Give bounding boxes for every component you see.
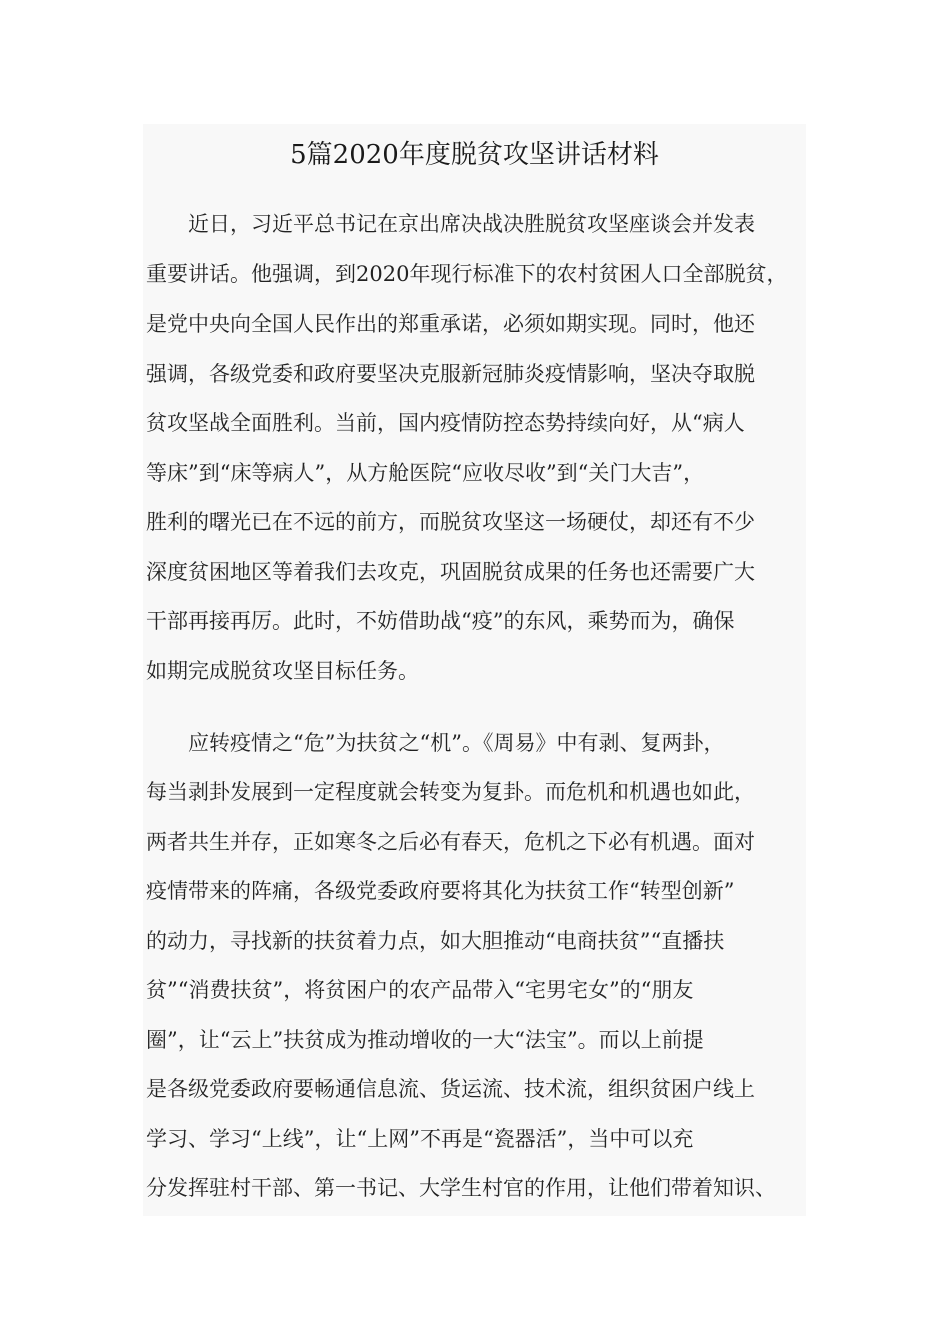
paragraph-2-line-7: 圈”，让“云上”扶贫成为推动增收的一大“法宝”。而以上前提 (146, 1028, 704, 1052)
paragraph-2-line-5: 的动力，寻找新的扶贫着力点，如大胆推动“电商扶贫”“直播扶 (146, 929, 725, 953)
paragraph-2-line-4: 疫情带来的阵痛，各级党委政府要将其化为扶贫工作“转型创新” (146, 879, 735, 903)
paragraph-2-line-3: 两者共生并存，正如寒冬之后必有春天，危机之下必有机遇。面对 (146, 830, 755, 854)
paragraph-1-line-3: 是党中央向全国人民作出的郑重承诺，必须如期实现。同时，他还 (146, 312, 755, 336)
paragraph-1-line-5: 贫攻坚战全面胜利。当前，国内疫情防控态势持续向好，从“病人 (146, 411, 745, 435)
paragraph-2-line-9: 学习、学习“上线”，让“上网”不再是“瓷器活”，当中可以充 (146, 1127, 694, 1151)
paragraph-1-line-2: 重要讲话。他强调，到2020年现行标准下的农村贫困人口全部脱贫， (146, 262, 788, 286)
paragraph-1-line-4: 强调，各级党委和政府要坚决克服新冠肺炎疫情影响，坚决夺取脱 (146, 362, 755, 386)
paragraph-1-line-8: 深度贫困地区等着我们去攻克，巩固脱贫成果的任务也还需要广大 (146, 560, 755, 584)
paragraph-1-line-6: 等床”到“床等病人”，从方舱医院“应收尽收”到“关门大吉”， (146, 461, 705, 485)
paragraph-2-line-10: 分发挥驻村干部、第一书记、大学生村官的作用，让他们带着知识、 (146, 1176, 776, 1200)
paragraph-2-line-6: 贫”“消费扶贫”，将贫困户的农产品带入“宅男宅女”的“朋友 (146, 978, 694, 1002)
paragraph-1-line-10: 如期完成脱贫攻坚目标任务。 (146, 659, 419, 683)
paragraph-2-line-2: 每当剥卦发展到一定程度就会转变为复卦。而危机和机遇也如此， (146, 780, 755, 804)
paragraph-2-line-1: 应转疫情之“危”为扶贫之“机”。《周易》中有剥、复两卦， (188, 731, 725, 755)
document-title: 5篇2020年度脱贫攻坚讲话材料 (290, 140, 659, 170)
paragraph-2-line-8: 是各级党委政府要畅通信息流、货运流、技术流，组织贫困户线上 (146, 1077, 755, 1101)
paragraph-1-line-9: 干部再接再厉。此时，不妨借助战“疫”的东风，乘势而为，确保 (146, 609, 735, 633)
paragraph-1-line-1: 近日，习近平总书记在京出席决战决胜脱贫攻坚座谈会并发表 (188, 212, 755, 236)
paragraph-1-line-7: 胜利的曙光已在不远的前方，而脱贫攻坚这一场硬仗，却还有不少 (146, 510, 755, 534)
